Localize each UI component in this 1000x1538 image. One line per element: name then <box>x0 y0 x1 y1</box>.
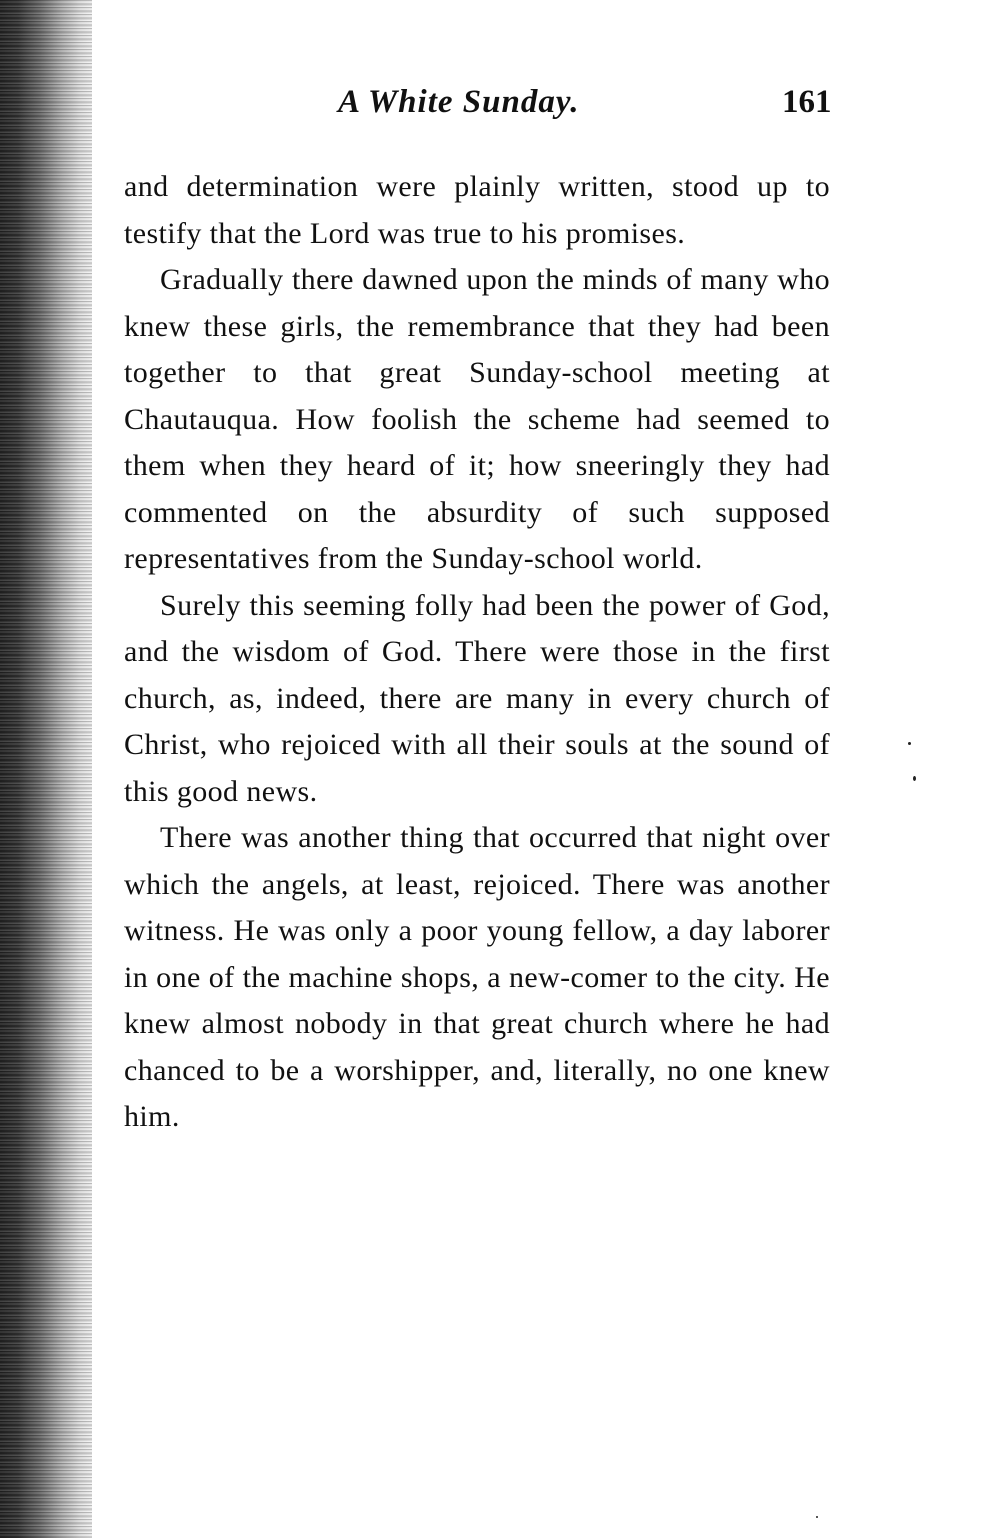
running-title: A White Sunday. <box>338 84 580 120</box>
scan-speck <box>908 742 911 745</box>
paragraph-continuation: and determination were plainly written, stood up to testify that the Lord was true to his promises. <box>124 170 830 250</box>
scan-speck <box>913 776 916 781</box>
scan-speck <box>816 1516 818 1518</box>
scanned-page-gutter <box>0 0 92 1538</box>
body-text <box>124 164 830 1141</box>
page-number: 161 <box>782 84 832 120</box>
paragraph: Gradually there dawned upon the minds of many who knew these girls, the remembrance that they had been together to that great Sunday-school meeting at Chautauqua. How foolish the scheme had seemed to them when they heard of it; how sneeringly they had commented on the absurdity of such supposed representatives from the Sunday-school world. <box>124 263 830 575</box>
page-header <box>0 84 1000 134</box>
paragraph: There was another thing that occurred that night over which the angels, at least, rejoiced. There was another witness. He was only a poor young fellow, a day laborer in one of the machine shops, a new-comer to the city. He knew almost nobody in that great church where he had chanced to be a worshipper, and, literally, no one knew him. <box>124 821 830 1133</box>
paragraph: Surely this seeming folly had been the power of God, and the wisdom of God. There were those in the first church, as, indeed, there are many in every church of Christ, who rejoiced with all their souls at the sound of this good news. <box>124 588 830 808</box>
